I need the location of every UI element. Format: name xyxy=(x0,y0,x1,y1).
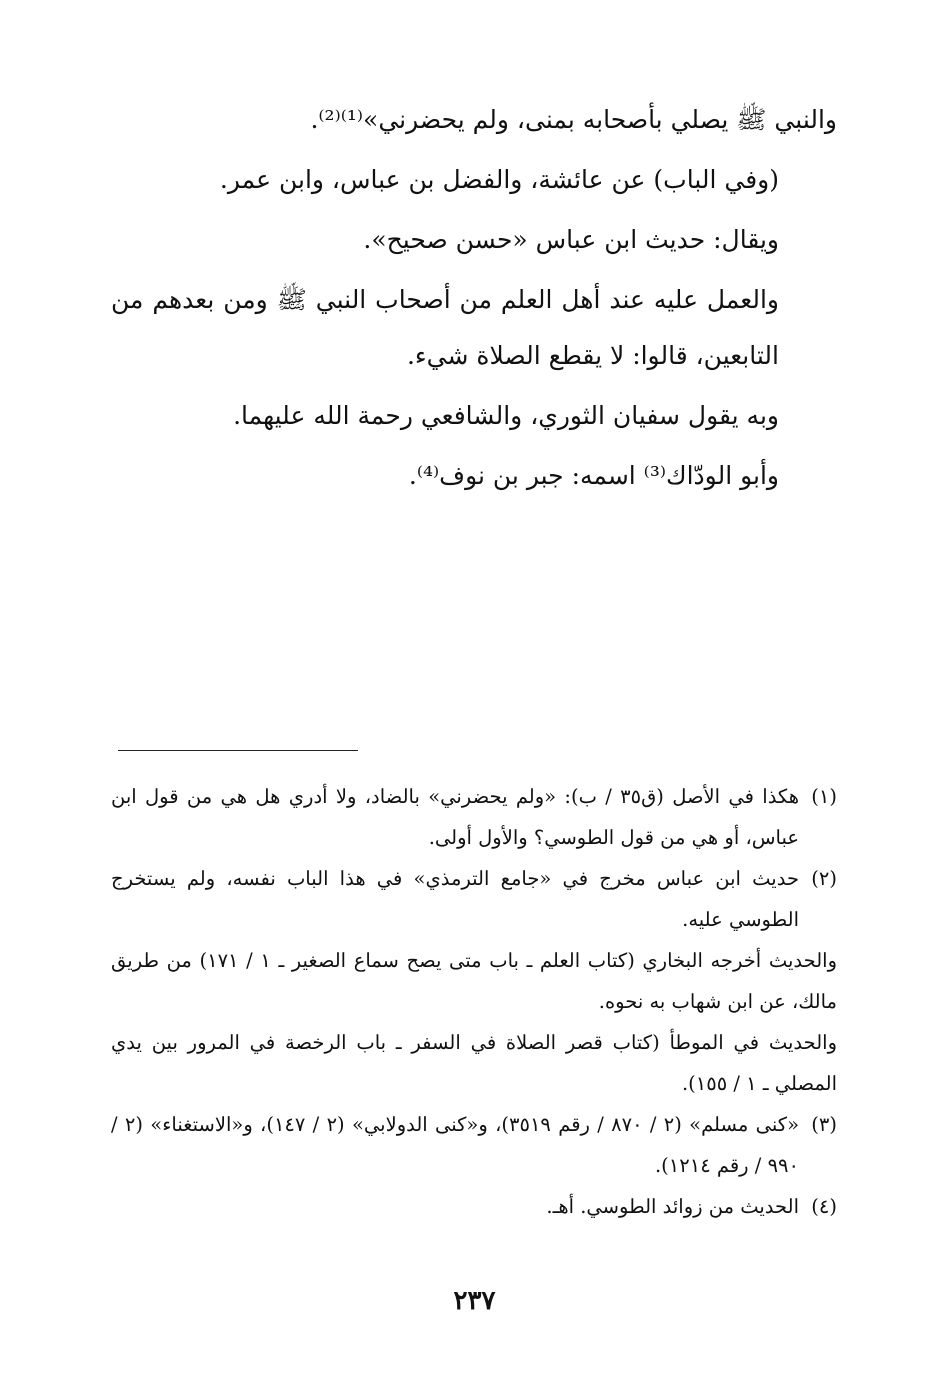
main-paragraph-5: وبه يقول سفيان الثوري، والشافعي رحمة الله عليهما. xyxy=(233,401,779,430)
main-paragraph-3: ويقال: حديث ابن عباس «حسن صحيح». xyxy=(363,225,779,254)
footnote-body xyxy=(111,1104,799,1186)
footnote-number: (٢) xyxy=(811,867,837,890)
footnote-line: والحديث أخرجه البخاري (كتاب العلم ـ باب متى يصح سماع الصغير ـ ١ / ١٧١) من طريق مالك، عن ابن شهاب به نحوه. xyxy=(111,949,838,1013)
footnote-body xyxy=(111,1186,799,1227)
footnote-3 xyxy=(111,1104,837,1186)
page-number: ٢٣٧ xyxy=(453,1286,496,1316)
footnote-1 xyxy=(111,776,837,858)
main-text xyxy=(111,92,837,508)
footnote-line: الحديث من زوائد الطوسي. أهـ. xyxy=(546,1195,799,1218)
footnote-2 xyxy=(111,858,837,1104)
footnotes xyxy=(111,776,837,1227)
footnote-line: حديث ابن عباس مخرج في «جامع الترمذي» في هذا الباب نفسه، ولم يستخرج الطوسي عليه. xyxy=(111,867,799,931)
footnote-number: (٣) xyxy=(811,1113,837,1136)
footnote-number: (١) xyxy=(811,785,837,808)
footnote-separator xyxy=(118,750,358,751)
main-paragraph-2: (وفي الباب) عن عائشة، والفضل بن عباس، وابن عمر. xyxy=(219,165,779,194)
footnote-body xyxy=(111,776,799,858)
footnote-body xyxy=(111,858,838,1104)
main-paragraph-6: وأبو الودّاك⁽³⁾ اسمه: جبر بن نوف⁽⁴⁾. xyxy=(408,461,779,490)
footnote-number: (٤) xyxy=(811,1195,837,1218)
footnote-line: «كنى مسلم» (٢ / ٨٧٠ / رقم ٣٥١٩)، و«كنى الدولابي» (٢ / ١٤٧)، و«الاستغناء» (٢ / ٩٩٠ / رقم ١٢١٤). xyxy=(111,1113,799,1177)
footnote-line: والحديث في الموطأ (كتاب قصر الصلاة في السفر ـ باب الرخصة في المرور بين يدي المصلي ـ ١ / ١٥٥). xyxy=(111,1031,837,1095)
footnote-4 xyxy=(111,1186,837,1227)
main-paragraph-4: والعمل عليه عند أهل العلم من أصحاب النبي ﷺ ومن بعدهم من التابعين، قالوا: لا يقطع الصلاة شيء. xyxy=(111,285,779,370)
main-paragraph-1: والنبي ﷺ يصلي بأصحابه بمنى، ولم يحضرني»⁽¹⁾⁽²⁾. xyxy=(310,105,837,134)
footnote-line: هكذا في الأصل (ق٣٥ / ب): «ولم يحضرني» بالضاد، ولا أدري هل هي من قول ابن عباس، أو هي من قول الطوسي؟ والأول أولى. xyxy=(111,785,799,849)
